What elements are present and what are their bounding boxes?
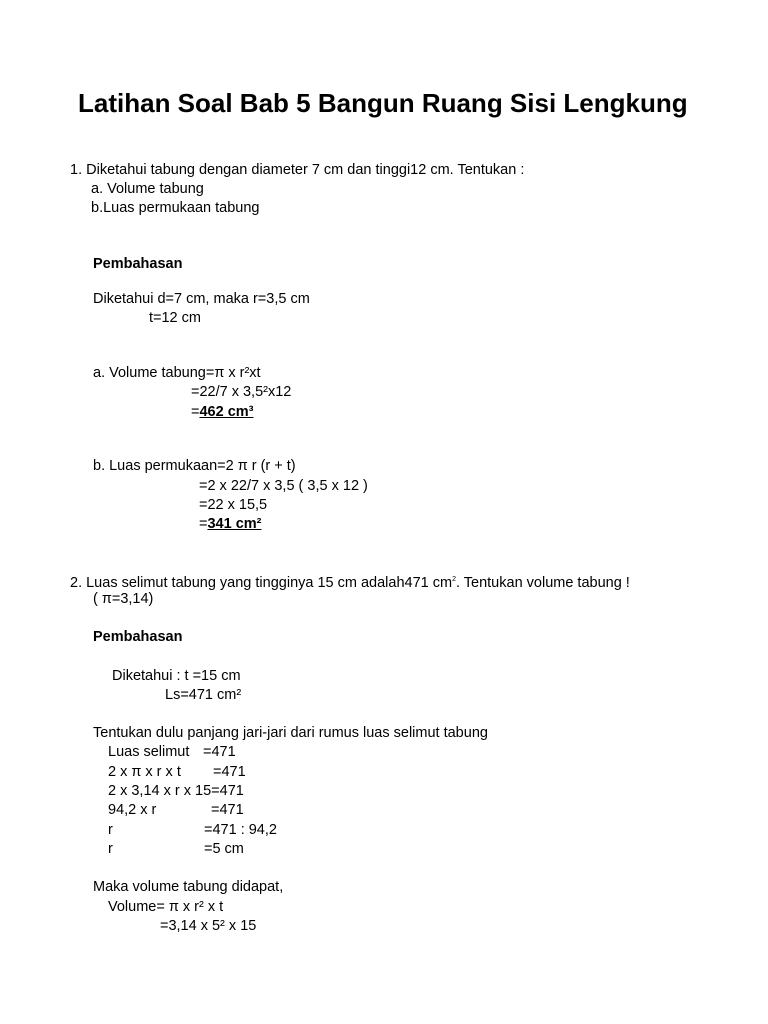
question-2-known-1: Diketahui : t =15 cm <box>112 668 241 684</box>
step-right: =471 : 94,2 <box>204 822 277 838</box>
question-1-volume-line-1: a. Volume tabung=π x r²xt <box>93 365 261 381</box>
step-left: r <box>108 841 113 857</box>
question-2-solution-heading: Pembahasan <box>93 629 183 645</box>
question-2-volume-intro: Maka volume tabung didapat, <box>93 879 284 895</box>
question-2-stem-a: 2. Luas selimut tabung yang tingginya 15 cm adalah471 cm <box>70 574 453 591</box>
step-right: =471 <box>213 764 246 780</box>
question-1-surface-line-2: =2 x 22/7 x 3,5 ( 3,5 x 12 ) <box>199 478 368 494</box>
step-right: =471 <box>211 802 244 818</box>
question-1-known-1: Diketahui d=7 cm, maka r=3,5 cm <box>93 291 310 307</box>
question-2-stem-b: . Tentukan volume tabung ! <box>455 574 630 591</box>
surface-answer: 341 cm² <box>207 516 262 532</box>
step-left: 2 x π x r x t <box>108 764 181 780</box>
question-1-surface-line-1: b. Luas permukaan=2 π r (r + t) <box>93 458 296 474</box>
question-1-item-b: b.Luas permukaan tabung <box>91 200 260 216</box>
volume-equals: = <box>191 404 200 420</box>
step-left: 94,2 x r <box>108 802 157 818</box>
step-left: Luas selimut <box>108 744 190 760</box>
step-right: =471 <box>203 744 236 760</box>
page-title: Latihan Soal Bab 5 Bangun Ruang Sisi Lengkung <box>78 88 688 118</box>
question-2-known-2: Ls=471 cm² <box>165 687 242 703</box>
surface-equals: = <box>199 516 208 532</box>
question-2-stem <box>70 570 630 593</box>
step-left: r <box>108 822 113 838</box>
question-1-item-a: a. Volume tabung <box>91 181 204 197</box>
question-1-stem: 1. Diketahui tabung dengan diameter 7 cm dan tinggi12 cm. Tentukan : <box>70 162 525 178</box>
question-1-volume-line-3 <box>191 403 253 422</box>
question-2-intro: Tentukan dulu panjang jari-jari dari rumus luas selimut tabung <box>93 725 488 741</box>
question-1-volume-line-2: =22/7 x 3,5²x12 <box>191 384 292 400</box>
question-1-known-2: t=12 cm <box>149 310 201 326</box>
volume-answer: 462 cm³ <box>199 404 254 420</box>
step-left: 2 x 3,14 x r x 15=471 <box>108 783 244 799</box>
question-2-volume-line-2: =3,14 x 5² x 15 <box>160 918 257 934</box>
question-2-stem-sup: 2 <box>452 576 456 583</box>
question-1-surface-line-4 <box>199 515 261 534</box>
question-2-volume-line-1: Volume= π x r² x t <box>108 899 224 915</box>
step-right: =5 cm <box>204 841 244 857</box>
question-2-stem-line-2: ( π=3,14) <box>93 591 154 607</box>
question-1-surface-line-3: =22 x 15,5 <box>199 497 268 513</box>
question-1-solution-heading: Pembahasan <box>93 256 183 272</box>
